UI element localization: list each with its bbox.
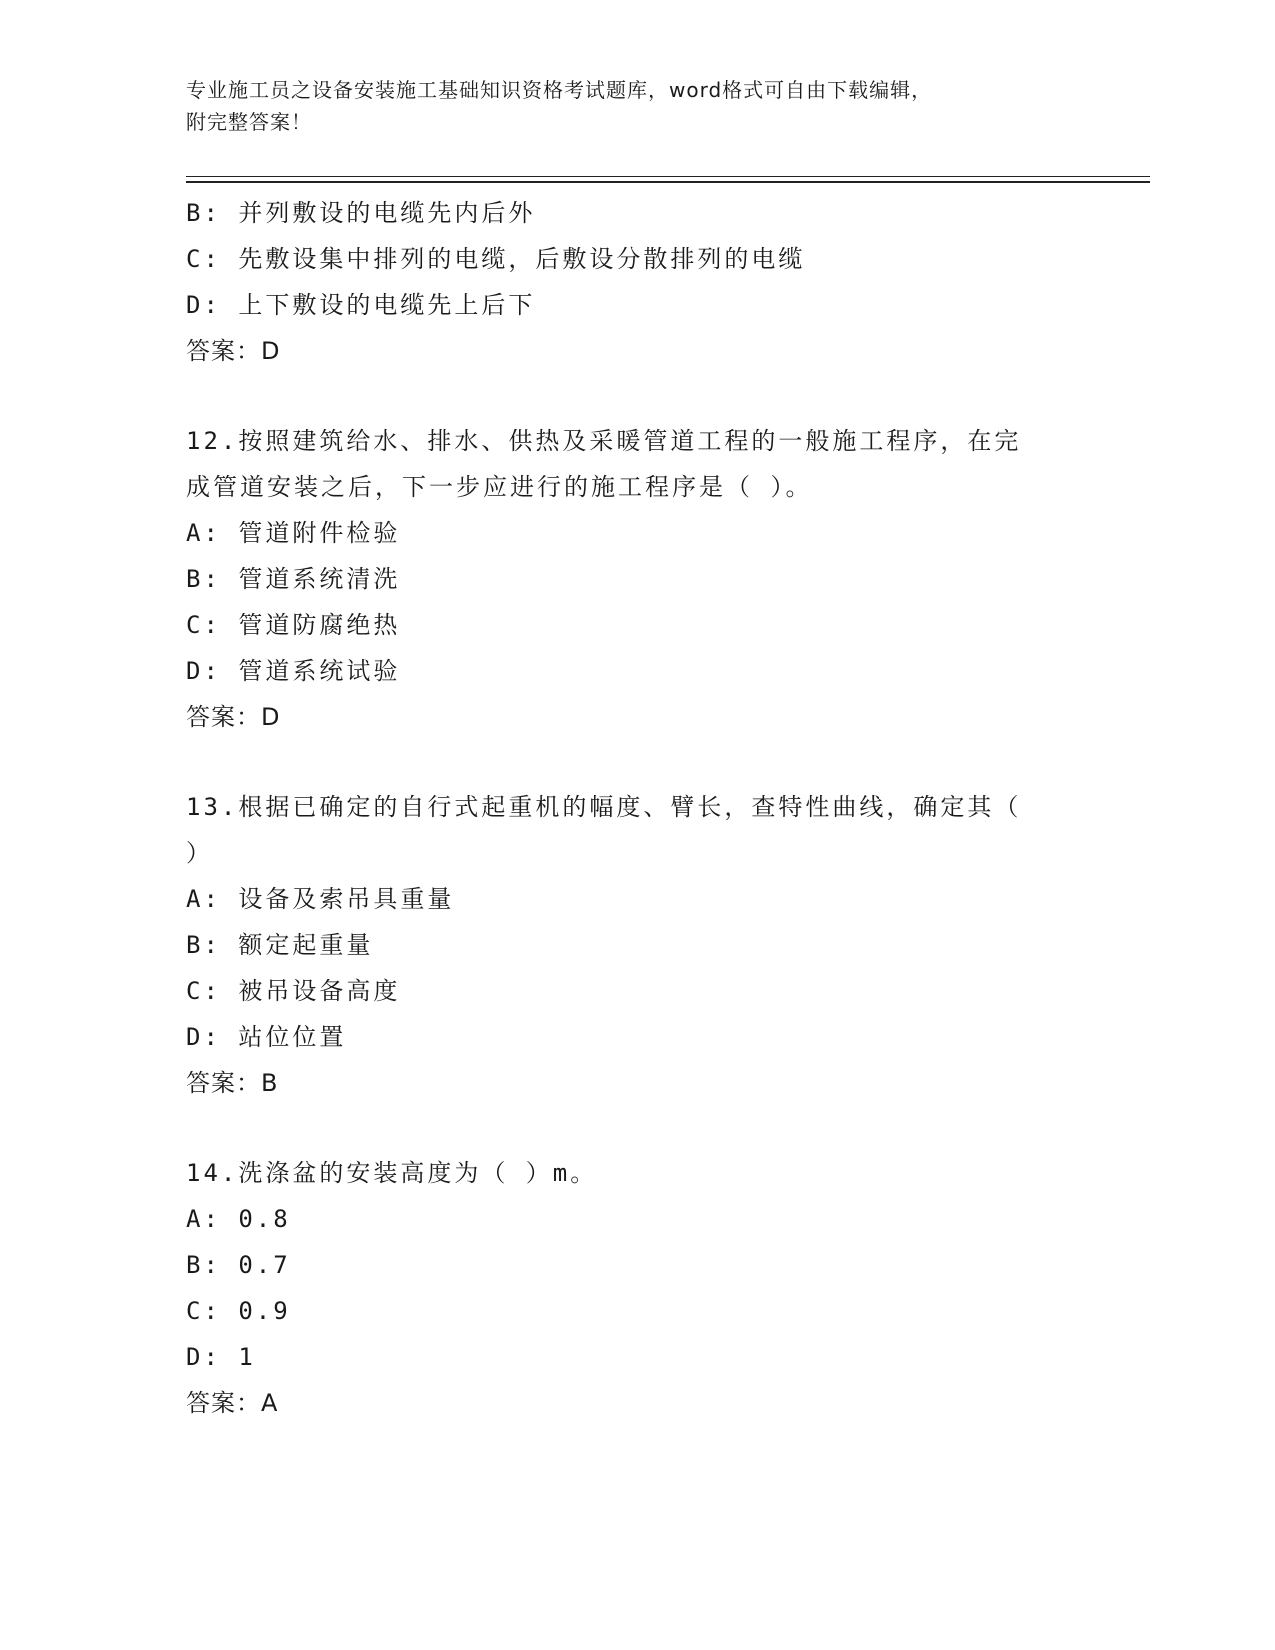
question-stem-line: 14.洗涤盆的安装高度为（ ）m。	[186, 1159, 598, 1187]
answer-label: 答案：A	[186, 1389, 279, 1417]
question-14	[186, 1150, 1086, 1426]
option-b: B: 0.7	[186, 1251, 291, 1279]
header-divider-thin	[186, 176, 1150, 177]
option-d: D: 站位位置	[186, 1023, 347, 1051]
option-c: C: 0.9	[186, 1297, 291, 1325]
option-c: C: 管道防腐绝热	[186, 611, 401, 639]
question-11-tail	[186, 190, 1086, 374]
option-b: B: 管道系统清洗	[186, 565, 401, 593]
header-line-2: 附完整答案！	[186, 110, 312, 134]
option-c: C: 先敷设集中排列的电缆，后敷设分散排列的电缆	[186, 245, 806, 273]
option-d: D: 上下敷设的电缆先上后下	[186, 291, 536, 319]
question-stem-line: 12.按照建筑给水、排水、供热及采暖管道工程的一般施工程序，在完	[186, 427, 1022, 455]
option-d: D: 管道系统试验	[186, 657, 401, 685]
question-stem-line: 13.根据已确定的自行式起重机的幅度、臂长，查特性曲线，确定其（	[186, 793, 1022, 821]
option-b: B: 并列敷设的电缆先内后外	[186, 199, 536, 227]
answer-label: 答案：B	[186, 1069, 279, 1097]
question-stem-line: ）	[186, 839, 213, 867]
option-a: A: 管道附件检验	[186, 519, 401, 547]
option-a: A: 设备及索吊具重量	[186, 885, 455, 913]
question-stem-line: 成管道安装之后，下一步应进行的施工程序是（ ）。	[186, 473, 813, 501]
question-12	[186, 418, 1086, 740]
question-13	[186, 784, 1086, 1106]
document-header	[186, 74, 1086, 138]
header-divider-thick	[186, 181, 1150, 183]
header-line-1: 专业施工员之设备安装施工基础知识资格考试题库，word格式可自由下载编辑，	[186, 78, 933, 102]
option-a: A: 0.8	[186, 1205, 291, 1233]
question-list	[186, 190, 1086, 1426]
option-d: D: 1	[186, 1343, 256, 1371]
answer-label: 答案：D	[186, 337, 281, 365]
answer-label: 答案：D	[186, 703, 281, 731]
option-b: B: 额定起重量	[186, 931, 374, 959]
option-c: C: 被吊设备高度	[186, 977, 401, 1005]
